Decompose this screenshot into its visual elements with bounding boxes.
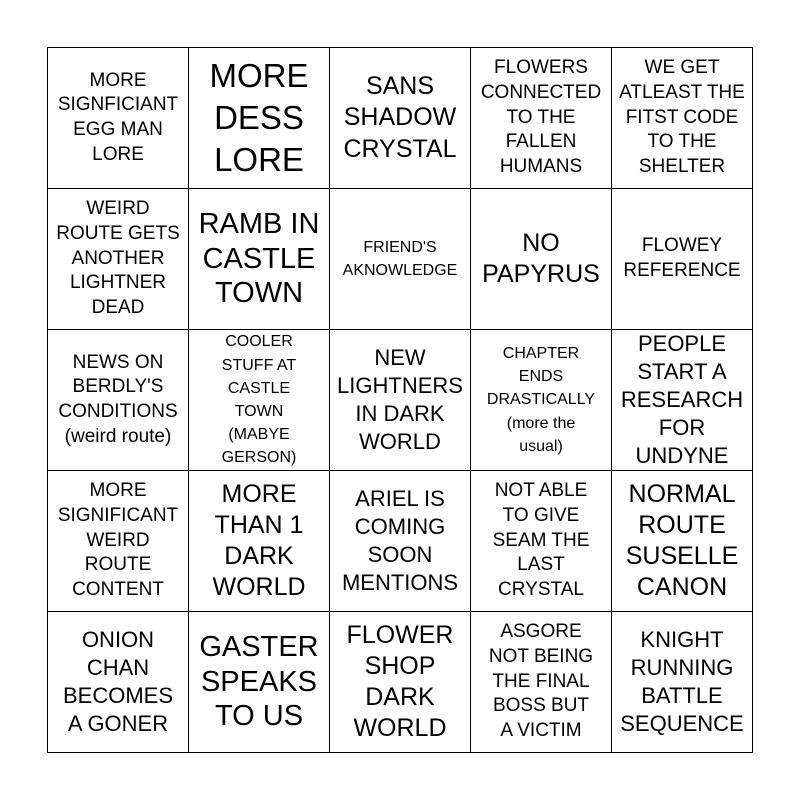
bingo-cell[interactable] [330, 330, 471, 471]
bingo-cell[interactable] [189, 330, 330, 471]
cell-text: MORE SIGNFICIANT EGG MAN LORE [57, 69, 179, 165]
bingo-cell[interactable] [48, 612, 189, 753]
cell-text: WEIRD ROUTE GETS ANOTHER LIGHTNER DEAD [56, 198, 180, 319]
bingo-cell[interactable] [612, 471, 753, 612]
cell-text: PEOPLE START A RESEARCH FOR UNDYNE [620, 330, 744, 469]
cell-text: NORMAL ROUTE SUSELLE CANON [625, 479, 739, 602]
cell-text: SANS SHADOW CRYSTAL [343, 72, 457, 163]
bingo-cell[interactable] [471, 48, 612, 189]
bingo-cell[interactable] [189, 612, 330, 753]
cell-text: NEWS ON BERDLY'S CONDITIONS (weird route) [58, 351, 178, 447]
bingo-cell[interactable] [612, 189, 753, 330]
bingo-board [47, 47, 753, 753]
bingo-cell[interactable] [48, 330, 189, 471]
bingo-cell[interactable] [189, 471, 330, 612]
bingo-cell[interactable] [330, 48, 471, 189]
cell-text: ONION CHAN BECOMES A GONER [62, 626, 174, 737]
cell-text: KNIGHT RUNNING BATTLE SEQUENCE [620, 626, 744, 737]
bingo-cell[interactable] [48, 189, 189, 330]
bingo-cell[interactable] [48, 471, 189, 612]
cell-text: FRIEND'S AKNOWLEDGE [342, 238, 458, 279]
bingo-cell[interactable] [612, 48, 753, 189]
cell-text: MORE SIGNIFICANT WEIRD ROUTE CONTENT [57, 480, 179, 601]
bingo-cell[interactable] [612, 612, 753, 753]
bingo-cell[interactable] [471, 330, 612, 471]
bingo-cell[interactable] [48, 48, 189, 189]
bingo-cell[interactable] [330, 471, 471, 612]
cell-text: NOT ABLE TO GIVE SEAM THE LAST CRYSTAL [492, 480, 590, 601]
cell-text: NO PAPYRUS [482, 228, 600, 288]
cell-text: COOLER STUFF AT CASTLE TOWN (MABYE GERSON) [221, 333, 297, 467]
cell-text: WE GET ATLEAST THE FITST CODE TO THE SHELTER [619, 57, 745, 178]
cell-text: MORE THAN 1 DARK WORLD [212, 479, 306, 602]
bingo-cell[interactable] [330, 189, 471, 330]
cell-text: FLOWEY REFERENCE [623, 235, 741, 281]
cell-text: MORE DESS LORE [209, 57, 309, 178]
bingo-cell[interactable] [189, 189, 330, 330]
bingo-cell[interactable] [471, 471, 612, 612]
cell-text: NEW LIGHTNERS IN DARK WORLD [337, 344, 463, 455]
cell-text: GASTER SPEAKS TO US [199, 630, 319, 733]
cell-text: ARIEL IS COMING SOON MENTIONS [341, 485, 459, 596]
bingo-cell[interactable] [189, 48, 330, 189]
cell-text: ASGORE NOT BEING THE FINAL BOSS BUT A VICTIM [488, 621, 594, 742]
cell-text: FLOWERS CONNECTED TO THE FALLEN HUMANS [480, 57, 602, 178]
cell-text: FLOWER SHOP DARK WORLD [346, 620, 454, 743]
bingo-cell[interactable] [471, 189, 612, 330]
cell-text: RAMB IN CASTLE TOWN [198, 207, 320, 310]
bingo-cell[interactable] [612, 330, 753, 471]
cell-text: CHAPTER ENDS DRASTICALLY (more the usual) [486, 345, 596, 455]
bingo-cell[interactable] [330, 612, 471, 753]
bingo-cell[interactable] [471, 612, 612, 753]
